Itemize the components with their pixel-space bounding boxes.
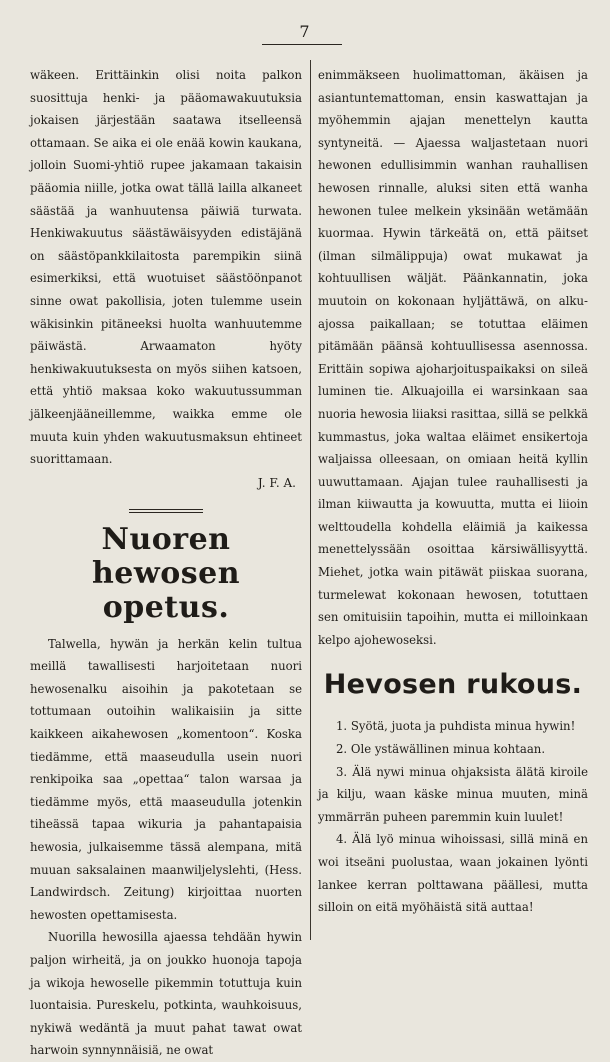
left-column: [30, 64, 302, 1062]
top-rule: [262, 44, 342, 45]
verse-text: Ole ystäwällinen minua kohtaan.: [350, 742, 546, 757]
author-signature: J. F. A.: [257, 475, 296, 490]
verse-item: [318, 761, 588, 829]
verse-number: 3.: [336, 764, 348, 779]
verse-text: Syötä, juota ja puhdista minua hywin!: [350, 719, 576, 734]
section-divider: [129, 509, 203, 513]
verse-list: [318, 715, 588, 918]
verse-item: [318, 738, 588, 761]
verse-item: [318, 828, 588, 918]
right-column: [318, 64, 588, 919]
verse-number: 2.: [336, 742, 348, 757]
verse-number: 1.: [336, 719, 348, 734]
column-divider: [310, 60, 311, 940]
article-paragraph-continued: enimmäkseen huolimattoman, äkäisen ja asiantuntemattoman, ensin kaswattajan ja myöhemmin ajajan menettelyn kautta syntyneitä. — Ajaessa waljastetaan nuori hewonen edullisimmin wanhan rauhallisen hewosen rinnalle, aluksi siten että wanha hewonen tulee melkein yksinään wetämään kuormaa. Hywin tärkeätä on, että päitset (ilman silmälippuja) owat mukawat ja kohtuullisen wäljät. Päänkannatin, joka muutoin on kokonaan hyljättäwä, on alku-ajossa paikallaan; se totuttaa eläimen pitämään päänsä kohtuullisessa asennossa. Erittäin sopiwa ajoharjoituspaikaksi on sileä luminen tie. Alkuajoilla ei warsinkaan saa nuoria hewosia liiaksi rasittaa, sillä se pelkkä kummastus, joka waltaa eläimet ensikertoja waljaissa olleesaan, on omiaan heitä kyllin uuwuttamaan. Ajajan tulee rauhallisesti ja ilman kiiwautta ja kowuutta, mutta ei liioin welttoudella kohdella eläimiä ja kaikessa menettelyssään osoittaa kärsiwällisyyttä. Miehet, jotka wain pitäwät piiskaa suorana, turmelewat kokonaan hewosen, totuttaen sen omituisiin tapoihin, mutta ei milloinkaan kelpo ajohewoseksi.: [318, 68, 588, 647]
verse-number: 4.: [336, 832, 348, 847]
intro-paragraph: wäkeen. Erittäinkin olisi noita palkon suosittuja henki- ja pääomawakuutuksia jokaisen järjestään saatawa itselleensä ottamaan. Se aika ei ole enää kowin kaukana, jolloin Suomi-yhtiö rupee jakamaan takaisin pääomia niille, jotka owat tällä lailla alkaneet säästää ja wanhuutensa päiwiä turwata. Henkiwakuutus säästäwäisyyden edistäjänä on säästöpankkilaitosta parempikin siinä esimerkiksi, että wuotuiset säästöönpanot sinne owat pakollisia, joten tulemme usein wäkisinkin pitäneeksi huolta wanhuutemme päiwästä. Arwaamaton hyöty henkiwakuutuksesta on myös siihen katsoen, että yhtiö maksaa koko wakuutussumman jälkeenjääneillemme, waikka emme ole muuta kuin yhden wakuutusmaksun ehtineet suorittamaan.: [30, 68, 302, 467]
article-heading-nuoren-hewosen-opetus: Nuoren hewosen opetus.: [91, 521, 241, 625]
article-paragraph-2: Nuorilla hewosilla ajaessa tehdään hywin paljon wirheitä, ja on joukko huonoja tapoja ja wikoja hewoselle pikemmin totuttuja kuin luontaisia. Pureskelu, potkinta, wauhkoisuus, nykiwä wedäntä ja muut pahat tawat owat harwoin synnynnäisiä, ne owat: [30, 930, 302, 1058]
article-paragraph-1: Talwella, hywän ja herkän kelin tultua meillä tawallisesti harjoitetaan nuori hewosenalku aisoihin ja pakotetaan se tottumaan outoihin walikaisiin ja sitte kaikkeen aikahewosen „komentoon“. Koska tiedämme, että maaseudulla usein nuori renkipoika saa „opettaa“ talon warsaa ja tiedämme myös, että maaseudulla jotenkin tiheässä tapaa wikuria ja pahantapaisia hewosia, julkaisemme tässä alempana, mitä muuan saksalainen maanwiljelyslehti, (Hess. Landwirdsch. Zeitung) kirjoittaa nuorten hewosten opettamisesta.: [30, 636, 302, 922]
verse-text: Älä lyö minua wihoissasi, sillä minä en woi itseäni puolustaa, waan jokainen lyönti lankee kerran polttawana päällesi, mutta silloin on eitä myöhäistä sitä auttaa!: [318, 832, 588, 915]
verse-text: Älä nywi minua ohjaksista älätä kiroile ja kilju, waan käske minua muuten, minä ymmärrän puheen paremmin kuin luulet!: [318, 764, 588, 824]
verse-item: [318, 715, 588, 738]
page-number: 7: [299, 22, 311, 41]
article-heading-hevosen-rukous: Hevosen rukous.: [323, 669, 583, 701]
